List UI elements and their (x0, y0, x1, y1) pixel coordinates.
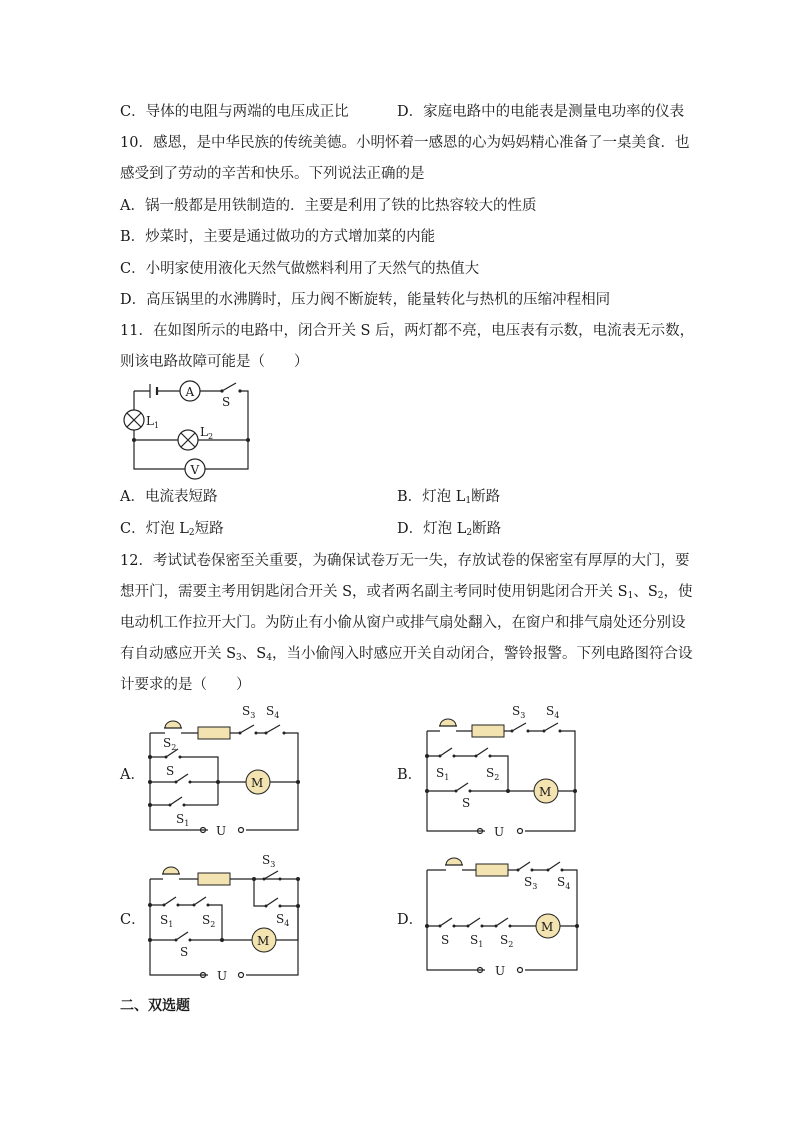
q11-option-c: C．灯泡 $L_2$短路 (120, 521, 224, 538)
switch-s-label: S (222, 395, 231, 409)
q12-option-c-label: C． (120, 912, 146, 928)
q12-option-a-label: A． (120, 767, 145, 783)
svg-text:L1: $L_1$ (146, 414, 160, 430)
svg-text:S2: $S_2$ (500, 933, 514, 949)
q11-option-d: D．灯泡 $L_2$断路 (397, 521, 502, 538)
q11-option-a: A．电流表短路 (120, 489, 218, 505)
svg-text:S4: $S_4$ (557, 875, 571, 891)
resistor-c (198, 873, 230, 885)
svg-text:U: U (495, 964, 506, 978)
q12-stem-line5: 计要求的是（ ） (120, 677, 251, 693)
svg-text:S3: $S_3$ (262, 853, 276, 869)
circuit-c (148, 853, 300, 983)
svg-text:S: S (462, 796, 471, 810)
svg-text:S3: $S_3$ (524, 875, 538, 891)
q12-stem-line1: 12．考试试卷保密至关重要，为确保试卷万无一失，存放试卷的保密室有厚厚的大门，要 (120, 553, 690, 569)
svg-text:U: U (217, 969, 228, 983)
svg-text:S: S (166, 764, 175, 778)
q11-stem-line1: 11．在如图所示的电路中，闭合开关 S 后，两灯都不亮，电压表有示数，电流表无示数， (120, 323, 695, 339)
q10-option-c: C．小明家使用液化天然气做燃料利用了天然气的热值大 (120, 261, 480, 277)
q10-option-d: D．高压锅里的水沸腾时，压力阀不断旋转，能量转化与热机的压缩冲程相同 (120, 292, 611, 308)
svg-text:S1: $S_1$ (470, 933, 484, 949)
circuit-b (425, 704, 577, 839)
svg-text:S2: $S_2$ (163, 736, 177, 752)
svg-text:S1: $S_1$ (160, 913, 174, 929)
q10-option-b: B．炒菜时，主要是通过做功的方式增加菜的内能 (120, 229, 436, 245)
svg-text:S4: $S_4$ (276, 912, 290, 928)
svg-text:S2: $S_2$ (486, 766, 500, 782)
resistor-d (476, 864, 508, 876)
svg-text:S: S (180, 945, 189, 959)
svg-text:S2: $S_2$ (202, 913, 216, 929)
q10-stem-line2: 感受到了劳动的辛苦和快乐。下列说法正确的是 (120, 166, 425, 182)
section-title: 二、双选题 (120, 998, 190, 1014)
resistor-a (198, 727, 230, 739)
ammeter-label: A (185, 385, 195, 399)
q11-stem-line2: 则该电路故障可能是（ ） (120, 354, 309, 370)
q9-option-c: C．导体的电阻与两端的电压成正比 (120, 104, 349, 120)
svg-text:U: U (216, 824, 227, 838)
q12-stem-line4: 有自动感应开关 $S_3$、$S_4$，当小偷闯入时感应开关自动闭合，警铃报警。下列电路图符合设 (120, 646, 693, 663)
q12-option-d-label: D． (397, 912, 424, 928)
q10-stem-line1: 10．感恩，是中华民族的传统美德。小明怀着一感恩的心为妈妈精心准备了一桌美食．也 (120, 135, 690, 151)
svg-text:U: U (494, 825, 505, 839)
lamp-l2-label: L (200, 425, 208, 439)
svg-text:L2: $L_2$ (200, 425, 214, 441)
q10-option-a: A．锅一般都是用铁制造的．主要是利用了铁的比热容较大的性质 (120, 198, 537, 214)
circuit-d (425, 858, 579, 978)
svg-text:M: M (251, 776, 264, 790)
svg-text:S1: $S_1$ (436, 766, 450, 782)
resistor-b (472, 725, 504, 737)
circuit-a (148, 704, 300, 838)
svg-text:S3: $S_3$ (512, 704, 526, 720)
q12-option-b-label: B． (397, 767, 423, 783)
svg-text:S1: $S_1$ (176, 812, 190, 828)
svg-text:M: M (539, 785, 552, 799)
voltmeter-label: V (190, 463, 200, 477)
svg-text:M: M (541, 920, 554, 934)
svg-text:M: M (257, 934, 270, 948)
q9-option-d: D．家庭电路中的电能表是测量电功率的仪表 (397, 104, 685, 120)
svg-text:S: S (441, 933, 450, 947)
q11-option-b: B．灯泡 $L_1$断路 (397, 489, 501, 506)
svg-text:S4: $S_4$ (546, 704, 560, 720)
svg-text:S3: $S_3$ (242, 704, 256, 720)
q12-stem-line3: 电动机工作拉开大门。为防止有小偷从窗户或排气扇处翻入，在窗户和排气扇处还分别设 (120, 615, 686, 631)
svg-text:S4: $S_4$ (266, 704, 280, 720)
q12-stem-line2: 想开门，需要主考用钥匙闭合开关 S，或者两名副主考同时使用钥匙闭合开关 $S_1$、$S_2$，使 (120, 584, 693, 601)
lamp-l1-label: L (146, 414, 154, 428)
